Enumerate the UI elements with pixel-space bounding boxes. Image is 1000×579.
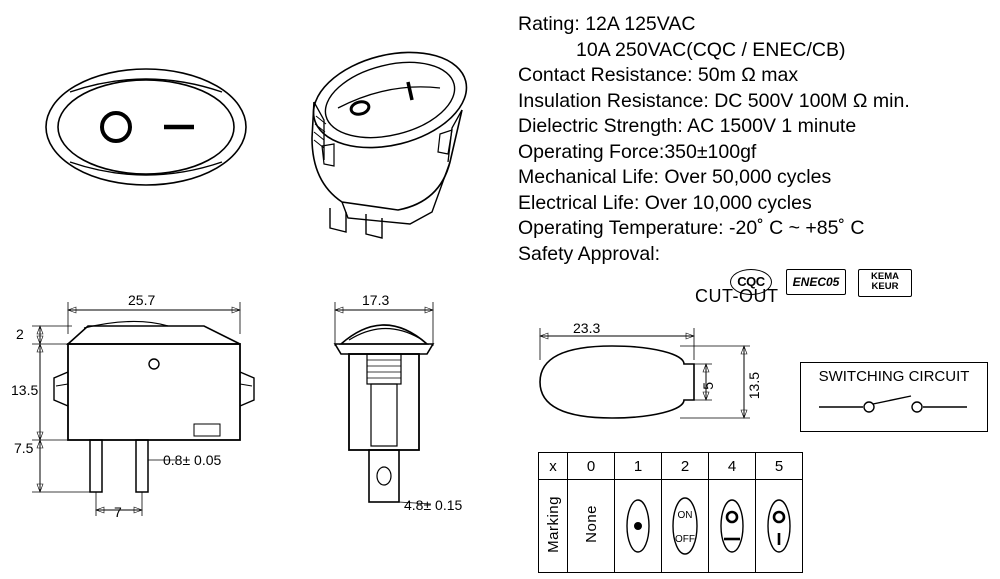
- table-corner-cell: x: [539, 453, 568, 480]
- svg-text:ON: ON: [677, 510, 693, 521]
- switch-symbol: [801, 385, 985, 421]
- table-row: [539, 480, 803, 573]
- cutout-view: [520, 312, 780, 432]
- enec-logo: ENEC05: [786, 269, 846, 295]
- marking-label-text: Marking: [544, 495, 562, 553]
- table-col-0: 0: [568, 453, 615, 480]
- specifications-block: [518, 12, 998, 297]
- marking-cell-dot: [615, 480, 662, 573]
- dim-terminal-thickness: 0.8± 0.05: [163, 452, 222, 468]
- svg-text:OFF: OFF: [675, 534, 695, 545]
- spec-line-electrical-life: Electrical Life: Over 10,000 cycles: [518, 191, 812, 214]
- spec-line-contact-resistance: Contact Resistance: 50m Ω max: [518, 64, 799, 86]
- spec-line-rating: Rating: 12A 125VAC: [518, 13, 696, 35]
- front-elevation-view: [18, 288, 288, 538]
- dim-front-top-gap: 2: [16, 326, 24, 342]
- marking-cell-none: [568, 480, 615, 573]
- dot-bar-oval-icon: [756, 480, 802, 572]
- dim-front-width: 25.7: [128, 292, 156, 308]
- spec-line-operating-temperature: Operating Temperature: -20˚ C ~ +85˚ C: [518, 217, 865, 239]
- marking-cell-onoff: [662, 480, 709, 573]
- kema-keur-logo: KEMA KEUR: [858, 269, 912, 297]
- marking-table: [538, 452, 803, 573]
- dim-terminal-pitch: 7: [114, 504, 122, 520]
- perspective-view: [290, 42, 490, 242]
- dim-side-terminal-width: 4.8± 0.15: [404, 497, 463, 513]
- table-col-1: 1: [615, 453, 662, 480]
- cutout-heading: CUT-OUT: [695, 286, 779, 306]
- dot-dash-oval-icon: [709, 480, 755, 572]
- marking-cell-dot-bar: [756, 480, 803, 573]
- dim-cutout-width: 23.3: [573, 320, 601, 336]
- marking-none-text: None: [582, 505, 600, 543]
- spec-line-insulation-resistance: Insulation Resistance: DC 500V 100M Ω min.: [518, 89, 910, 112]
- side-elevation-view: [305, 288, 495, 538]
- dim-side-width: 17.3: [362, 292, 390, 308]
- table-col-4: 4: [709, 453, 756, 480]
- switching-circuit-label: SWITCHING CIRCUIT: [818, 368, 970, 385]
- dim-cutout-height: 13.5: [746, 372, 762, 400]
- table-header-row: [539, 453, 803, 480]
- spec-line-mechanical-life: Mechanical Life: Over 50,000 cycles: [518, 166, 832, 188]
- dim-cutout-small: 5: [700, 382, 716, 390]
- marking-cell-dot-dash: [709, 480, 756, 573]
- spec-line-operating-force: Operating Force:350±100gf: [518, 140, 757, 163]
- table-row-label: [539, 480, 568, 573]
- on-off-oval-icon: [662, 480, 708, 572]
- dim-front-body-height: 13.5: [11, 382, 39, 398]
- switching-circuit-box: [800, 362, 988, 432]
- front-oval-view: [36, 52, 256, 202]
- spec-line-dielectric-strength: Dielectric Strength: AC 1500V 1 minute: [518, 115, 857, 137]
- spec-line-rating-2: 10A 250VAC(CQC / ENEC/CB): [576, 38, 846, 61]
- cqc-logo: CQC: [730, 269, 772, 295]
- table-col-2: 2: [662, 453, 709, 480]
- dot-oval-icon: [615, 480, 661, 572]
- table-col-5: 5: [756, 453, 803, 480]
- dim-front-terminal-height: 7.5: [14, 440, 34, 456]
- spec-line-safety-approval: Safety Approval:: [518, 242, 661, 265]
